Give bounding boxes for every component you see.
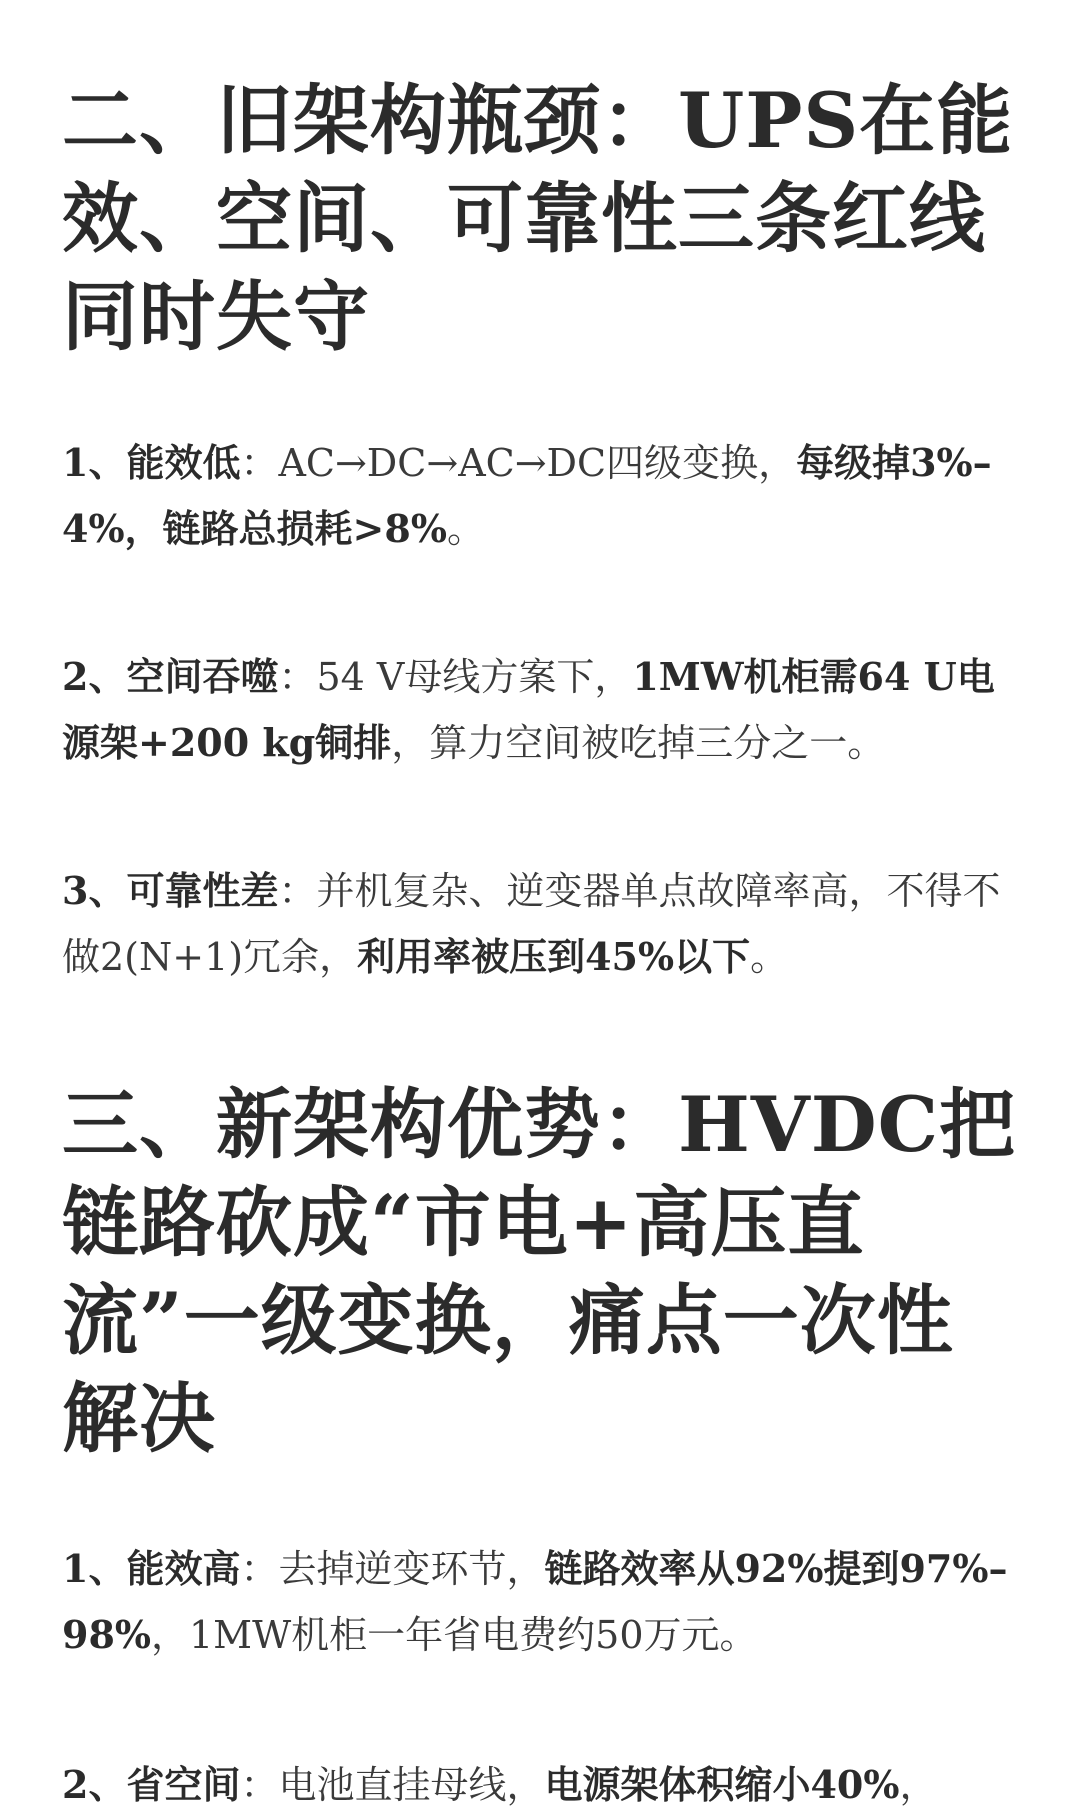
item-text: ：电池直挂母线， <box>240 1763 545 1807</box>
item-emphasis: 电源架体积缩小40% <box>544 1762 900 1807</box>
item-text: ：AC→DC→AC→DC四级变换， <box>240 441 797 485</box>
section-heading: 三、新架构优势：HVDC把链路砍成“市电+高压直流”一级变换，痛点一次性解决 <box>62 1080 1017 1463</box>
list-item <box>62 644 1022 776</box>
item-tail: 。 <box>750 935 789 979</box>
item-label: 2、省空间 <box>62 1762 241 1807</box>
item-text: ：54 V母线方案下， <box>278 655 633 699</box>
section-old-architecture <box>62 72 1022 366</box>
item-tail: ，算力空间被吃掉三分之一。 <box>391 721 886 765</box>
item-tail: ， <box>899 1763 938 1807</box>
item-emphasis: 1MW机柜需64 U电源架+200 kg铜排 <box>62 654 995 765</box>
item-emphasis: 链路效率从92%提到97%–98% <box>62 1546 1008 1657</box>
item-text: ：去掉逆变环节， <box>240 1547 545 1591</box>
item-label: 2、空间吞噬 <box>62 654 279 699</box>
item-text: ：并机复杂、逆变器单点故障率高，不得不做2(N+1)冗余， <box>62 869 1001 979</box>
list-item <box>62 1752 1022 1818</box>
list-item <box>62 430 1022 562</box>
item-label: 1、能效高 <box>62 1546 241 1591</box>
item-emphasis: 每级掉3%–4%，链路总损耗>8% <box>62 440 992 551</box>
item-tail: 。 <box>446 507 485 551</box>
item-label: 3、可靠性差 <box>62 868 279 913</box>
item-label: 1、能效低 <box>62 440 241 485</box>
item-tail: ，1MW机柜一年省电费约50万元。 <box>151 1613 758 1657</box>
list-item <box>62 858 1022 990</box>
section-new-architecture <box>62 1076 1022 1468</box>
section-heading: 二、旧架构瓶颈：UPS在能效、空间、可靠性三条红线同时失守 <box>62 76 1014 361</box>
item-emphasis: 利用率被压到45%以下 <box>357 934 751 979</box>
list-item <box>62 1536 1022 1668</box>
